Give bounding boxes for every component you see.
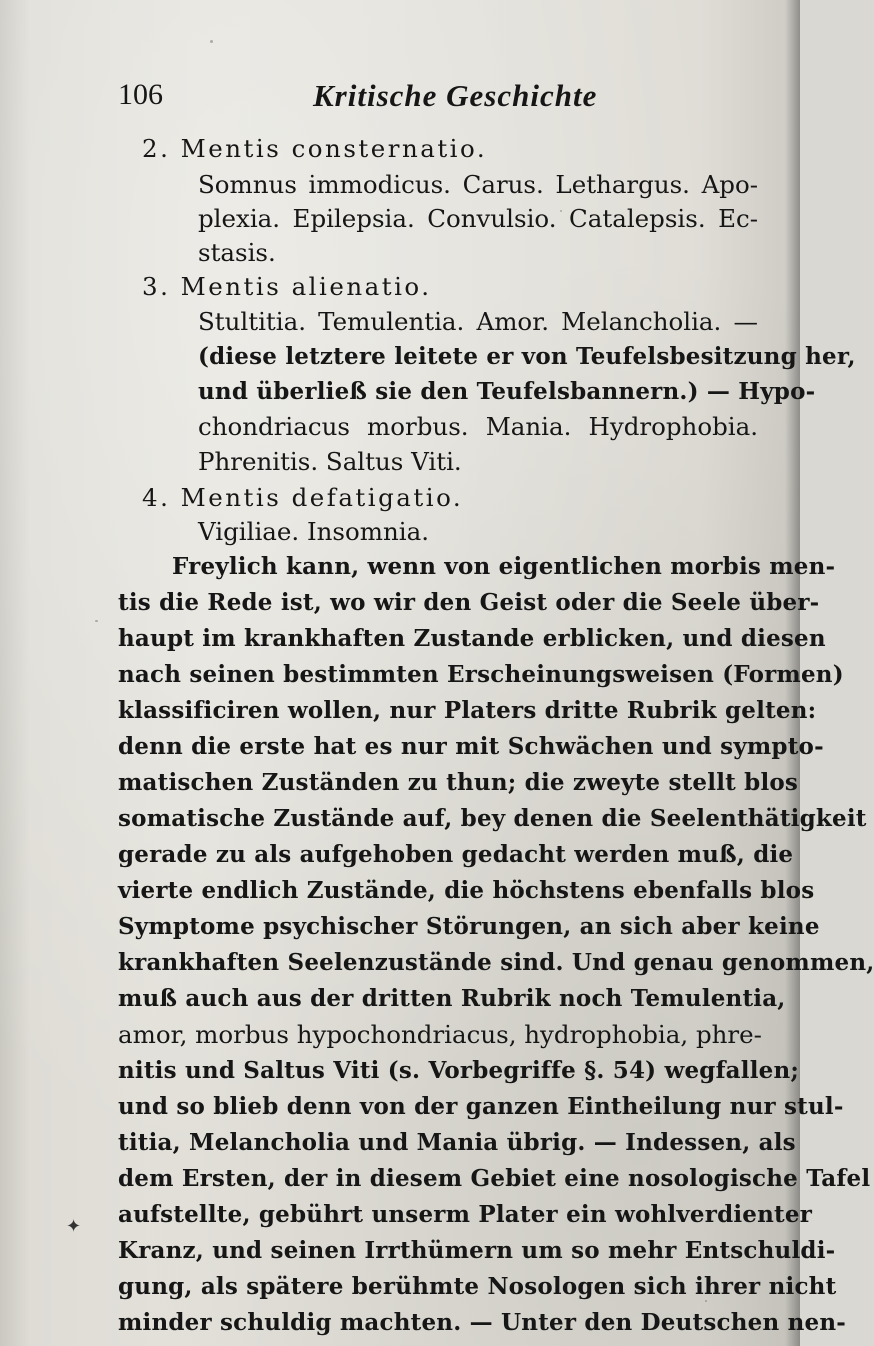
list-item-text: Vigiliae. Insomnia. (198, 517, 429, 546)
list-item-text: stasis. (198, 238, 276, 267)
list-item-heading: 2. Mentis consternatio. (142, 134, 488, 163)
paragraph-line: muß auch aus der dritten Rubrik noch Temulentia, (118, 985, 786, 1012)
paragraph-line: haupt im krankhaften Zustande erblicken, und diesen (118, 625, 826, 652)
paragraph-line: krankhaften Seelenzustände sind. Und genau genommen, (118, 949, 874, 976)
page-number: 106 (118, 78, 163, 111)
paragraph-line: minder schuldig machten. — Unter den Deutschen nen- (118, 1309, 847, 1336)
list-item-text: Phrenitis. Saltus Viti. (198, 447, 462, 476)
paragraph-line: Symptome psychischer Störungen, an sich aber keine (118, 913, 820, 940)
paragraph-line: vierte endlich Zustände, die höchstens ebenfalls blos (118, 877, 815, 904)
list-item-heading: 3. Mentis alienatio. (142, 272, 432, 301)
list-item-text: und überließ sie den Teufelsbannern.) — Hypo- (198, 378, 816, 405)
paragraph-line: amor, morbus hypochondriacus, hydrophobia, phre- (118, 1020, 762, 1049)
paragraph-line: klassificiren wollen, nur Platers dritte Rubrik gelten: (118, 697, 817, 724)
paragraph-line: aufstellte, gebührt unserm Plater ein wohlverdienter (118, 1201, 813, 1228)
paragraph-line: tis die Rede ist, wo wir den Geist oder die Seele über- (118, 589, 820, 616)
paragraph-line: matischen Zuständen zu thun; die zweyte stellt blos (118, 769, 799, 796)
paper-speck (210, 40, 213, 43)
paragraph-line: titia, Melancholia und Mania übrig. — Indessen, als (118, 1129, 796, 1156)
paragraph-line: nach seinen bestimmten Erscheinungsweisen (Formen) (118, 661, 844, 688)
paragraph-line: nitis und Saltus Viti (s. Vorbegriffe §. 54) wegfallen; (118, 1057, 800, 1084)
paragraph-line: gerade zu als aufgehoben gedacht werden muß, die (118, 841, 794, 868)
list-item-text: plexia. Epilepsia. Convulsio. Catalepsis. Ec- (198, 204, 758, 233)
paragraph-line: dem Ersten, der in diesem Gebiet eine nosologische Tafel (118, 1165, 871, 1192)
paper-speck (95, 620, 98, 622)
running-title: Kritische Geschichte (313, 78, 598, 113)
paragraph-line: und so blieb denn von der ganzen Eintheilung nur stul- (118, 1093, 844, 1120)
margin-mark-icon: ✦ (66, 1216, 82, 1237)
page-header (118, 78, 758, 118)
list-item-text: Somnus immodicus. Carus. Lethargus. Apo- (198, 170, 758, 199)
paragraph-line: gung, als spätere berühmte Nosologen sich ihrer nicht (118, 1273, 837, 1300)
list-item-text: Stultitia. Temulentia. Amor. Melancholia. — (198, 307, 758, 336)
list-item-text: chondriacus morbus. Mania. Hydrophobia. (198, 412, 758, 441)
paragraph-line: somatische Zustände auf, bey denen die Seelenthätigkeit (118, 805, 867, 832)
paragraph-line: Freylich kann, wenn von eigentlichen morbis men- (172, 553, 836, 580)
paragraph-line: denn die erste hat es nur mit Schwächen und sympto- (118, 733, 824, 760)
list-item-text: (diese letztere leitete er von Teufelsbesitzung her, (198, 343, 856, 370)
list-item-heading: 4. Mentis defatigatio. (142, 483, 464, 512)
paragraph-line: Kranz, und seinen Irrthümern um so mehr Entschuldi- (118, 1237, 836, 1264)
